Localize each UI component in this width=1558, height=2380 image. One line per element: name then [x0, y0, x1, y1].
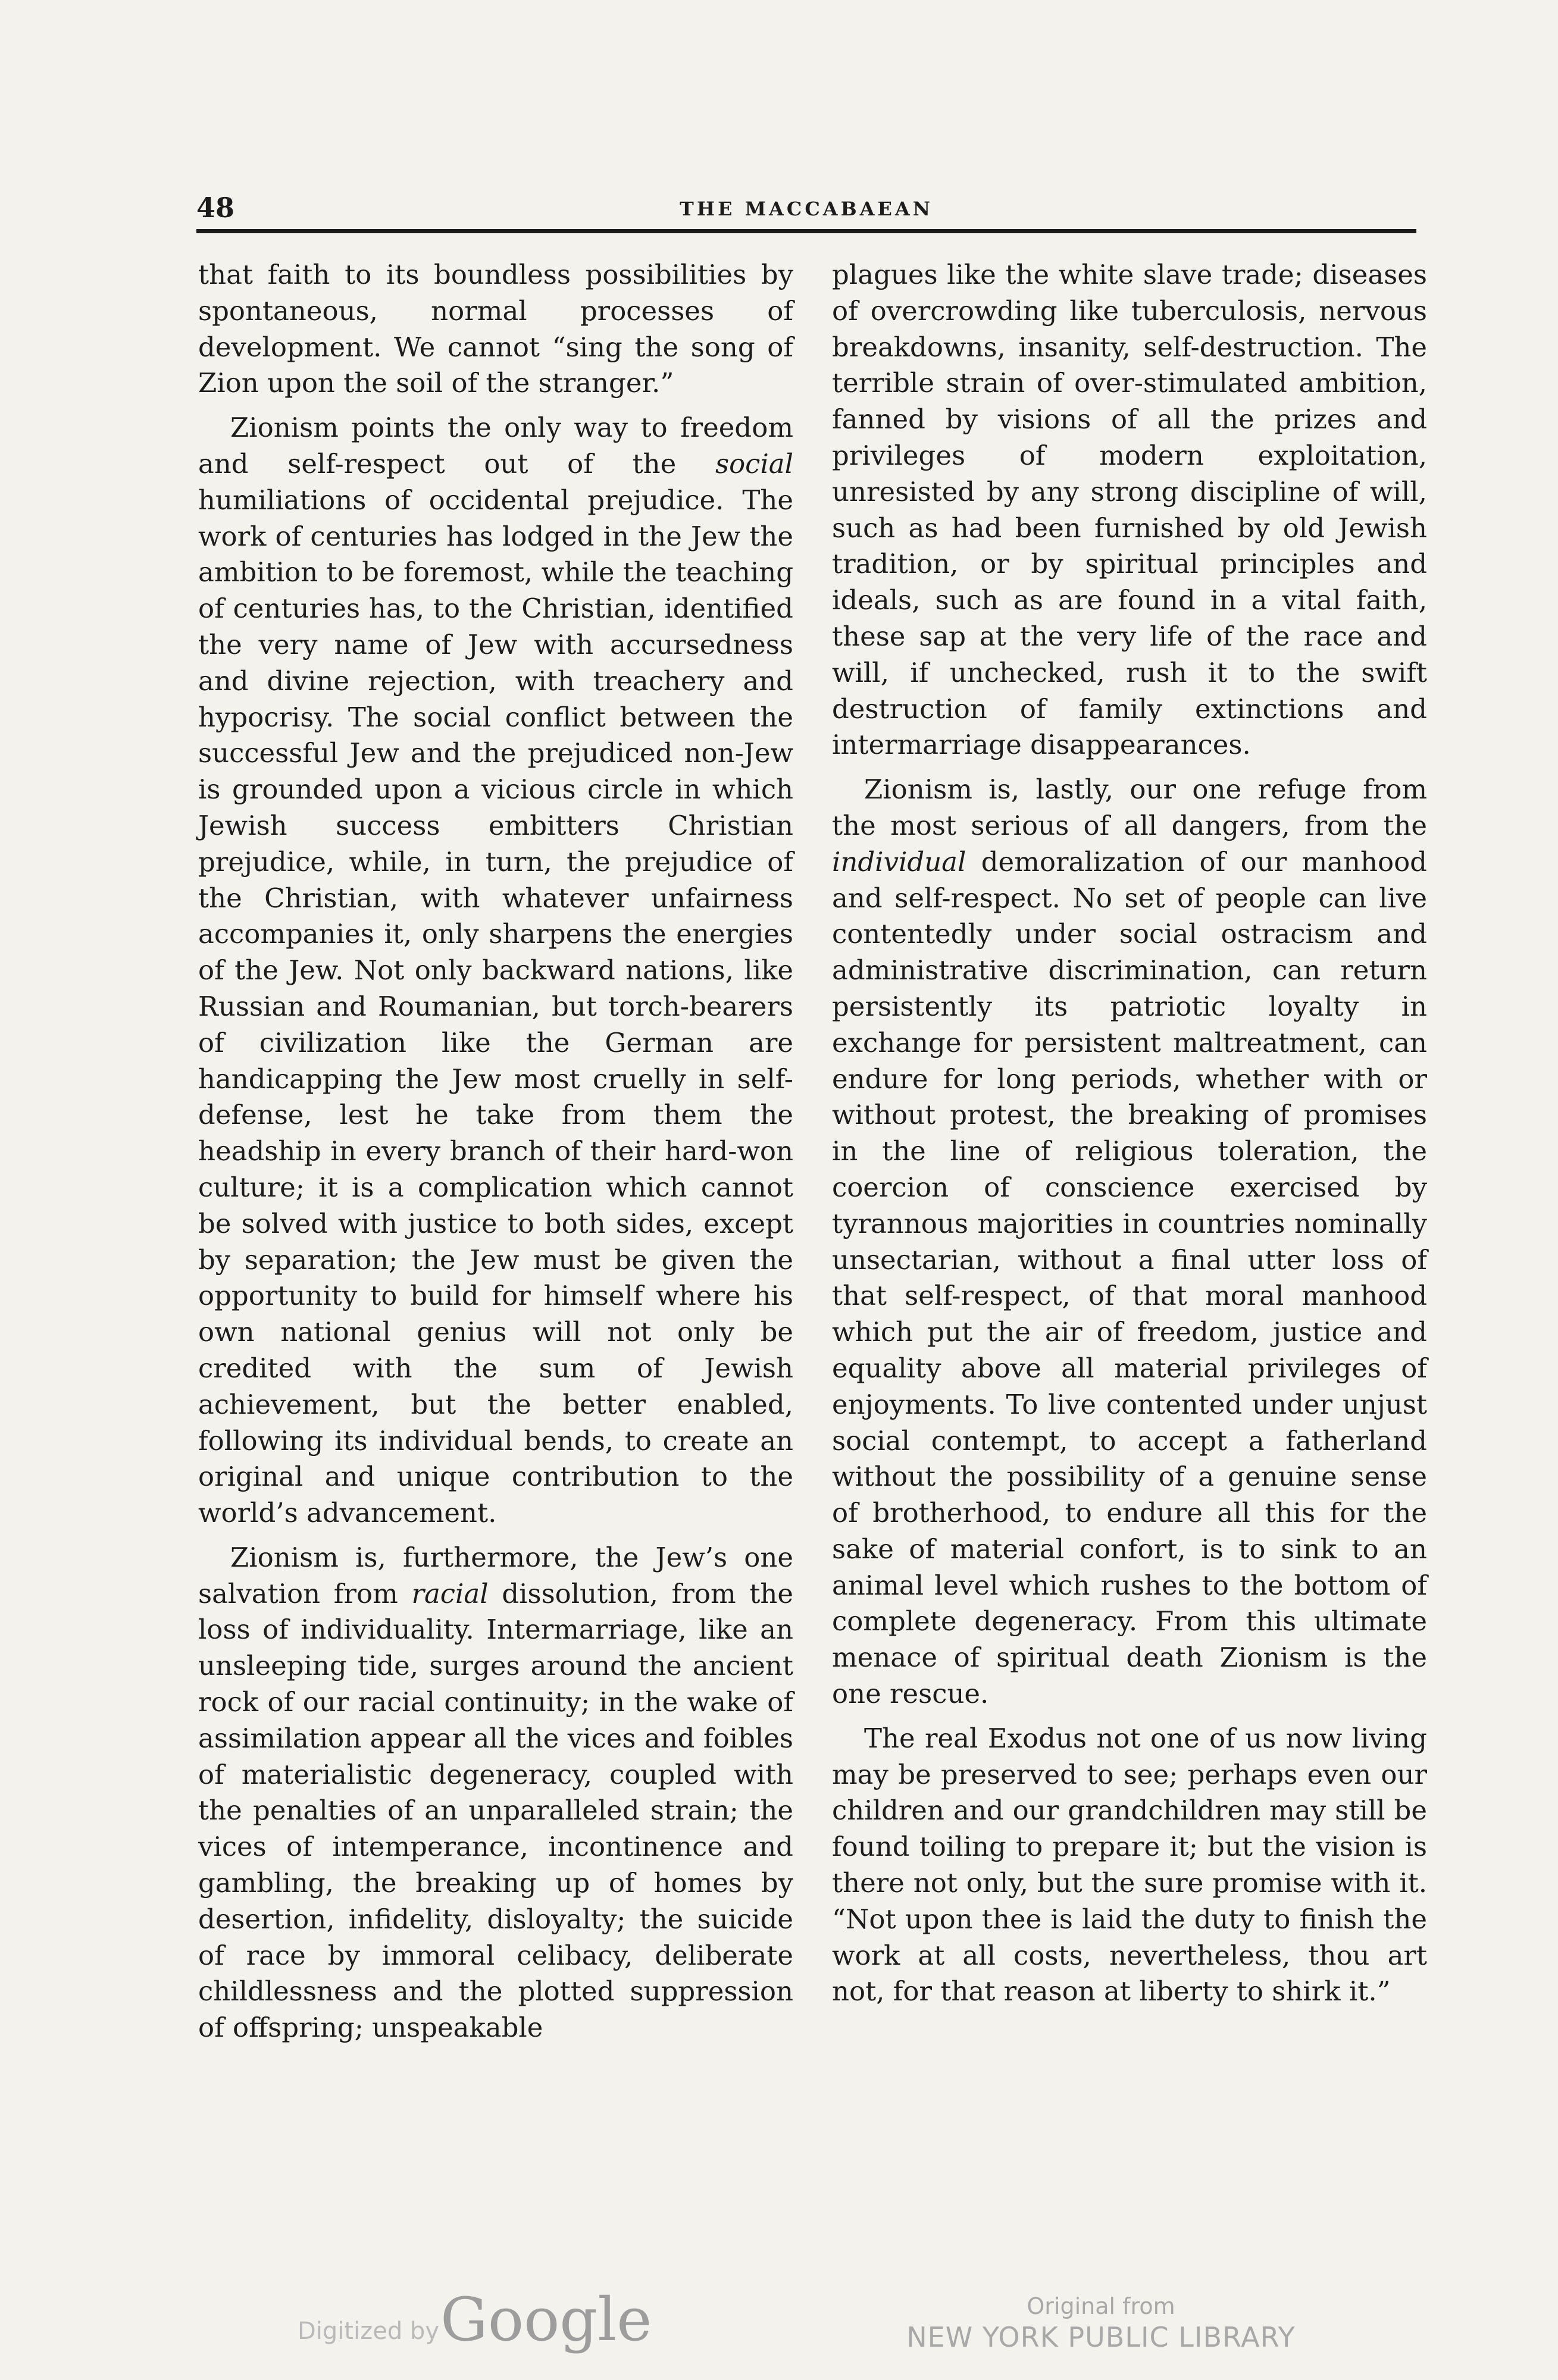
- paragraph-text: plagues like the white slave trade; diseases of overcrowding like tuberculosis, nervous breakdowns, insanity, self-destruction. The terrible strain of over-stimulated ambition, fanned by visions of all the prizes and privileges of modern exploitation, unresisted by any strong discipline of will, such as had been furnished by old Jewish tradition, or by spiritual principles and ideals, such as are found in a vital faith, these sap at the very life of the race and will, if unchecked, rush it to the swift destruction of family extinctions and intermarriage disappearances.: [832, 259, 1427, 761]
- header-rule: [196, 229, 1416, 233]
- original-from-label: Original from: [1027, 2293, 1175, 2319]
- italic-emphasis: individual: [832, 845, 966, 878]
- italic-emphasis: social: [715, 447, 793, 480]
- paragraph-text: Zionism is, furthermore, the Jew’s one salvation from: [198, 1541, 793, 1609]
- paragraph-text: that faith to its boundless possibilities by spontaneous, normal processes of development. We cannot “sing the song of Zion upon the soil of the stranger.”: [198, 259, 793, 399]
- paragraph: [832, 257, 1427, 763]
- paragraph-text: The real Exodus not one of us now living may be preserved to see; perhaps even our children and our grandchildren may still be found toiling to prepare it; but the vision is there not only, but the sure promise with it. “Not upon thee is laid the duty to finish the work at all costs, nevertheless, thou art not, for that reason at liberty to shirk it.”: [832, 1722, 1427, 2008]
- paragraph-text: Zionism points the only way to freedom and self-respect out of the: [198, 412, 793, 480]
- page-number: 48: [196, 192, 235, 224]
- paragraph: [198, 410, 793, 1532]
- paragraph: [832, 1721, 1427, 2010]
- page-header: [196, 189, 1416, 231]
- italic-emphasis: racial: [411, 1577, 489, 1609]
- left-column: [198, 257, 793, 2046]
- paragraph-text: demoralization of our manhood and self-respect. No set of people can live contentedly under social ostracism and administrative discrimination, can return persistently its patriotic loyalty in exchange for persistent maltreatment, can endure for long periods, whether with or without protest, the breaking of promises in the line of religious toleration, the coercion of conscience exercised by tyrannous majorities in countries nominally unsectarian, without a final utter loss of that self-respect, of that moral manhood which put the air of freedom, justice and equality above all material privileges of enjoyments. To live contented under unjust social contempt, to accept a fatherland without the possibility of a genuine sense of brotherhood, to endure all this for the sake of material confort, is to sink to an animal level which rushes to the bottom of complete degeneracy. From this ultimate menace of spiritual death Zionism is the one rescue.: [832, 845, 1427, 1710]
- paragraph-text: humiliations of occidental prejudice. The work of centuries has lodged in the Jew the ambition to be foremost, while the teaching of centuries has, to the Christian, identified the very name of Jew with accursedness and divine rejection, with treachery and hypocrisy. The social conflict between the successful Jew and the prejudiced non-Jew is grounded upon a vicious circle in which Jewish success embitters Christian prejudice, while, in turn, the prejudice of the Christian, with whatever unfairness accompanies it, only sharpens the energies of the Jew. Not only backward nations, like Russian and Roumanian, but torch-bearers of civilization like the German are handicapping the Jew most cruelly in self-defense, lest he take from them the headship in every branch of their hard-won culture; it is a complication which cannot be solved with justice to both sides, except by separation; the Jew must be given the opportunity to build for himself where his own national genius will not only be credited with the sum of Jewish achievement, but the better enabled, following its individual bends, to create an original and unique contribution to the world’s advancement.: [198, 484, 793, 1529]
- digitized-by-label: Digitized by: [298, 2318, 439, 2345]
- paragraph: [198, 1540, 793, 2046]
- paragraph: [198, 257, 793, 402]
- paragraph-text: Zionism is, lastly, our one refuge from the most serious of all dangers, from the: [832, 774, 1427, 841]
- library-name: NEW YORK PUBLIC LIBRARY: [906, 2321, 1296, 2353]
- running-title: THE MACCABAEAN: [680, 198, 933, 220]
- right-column: [832, 257, 1427, 2010]
- paragraph-text: dissolution, from the loss of individuality. Intermarriage, like an unsleeping tide, surges around the ancient rock of our racial continuity; in the wake of assimilation appear all the vices and foibles of materialistic degeneracy, coupled with the penalties of an unparalleled strain; the vices of intemperance, incontinence and gambling, the breaking up of homes by desertion, infidelity, disloyalty; the suicide of race by immoral celibacy, deliberate childlessness and the plotted suppression of offspring; unspeakable: [198, 1577, 793, 2044]
- library-attribution: [893, 2292, 1309, 2354]
- paragraph: [832, 772, 1427, 1712]
- google-logo: Google: [440, 2285, 652, 2354]
